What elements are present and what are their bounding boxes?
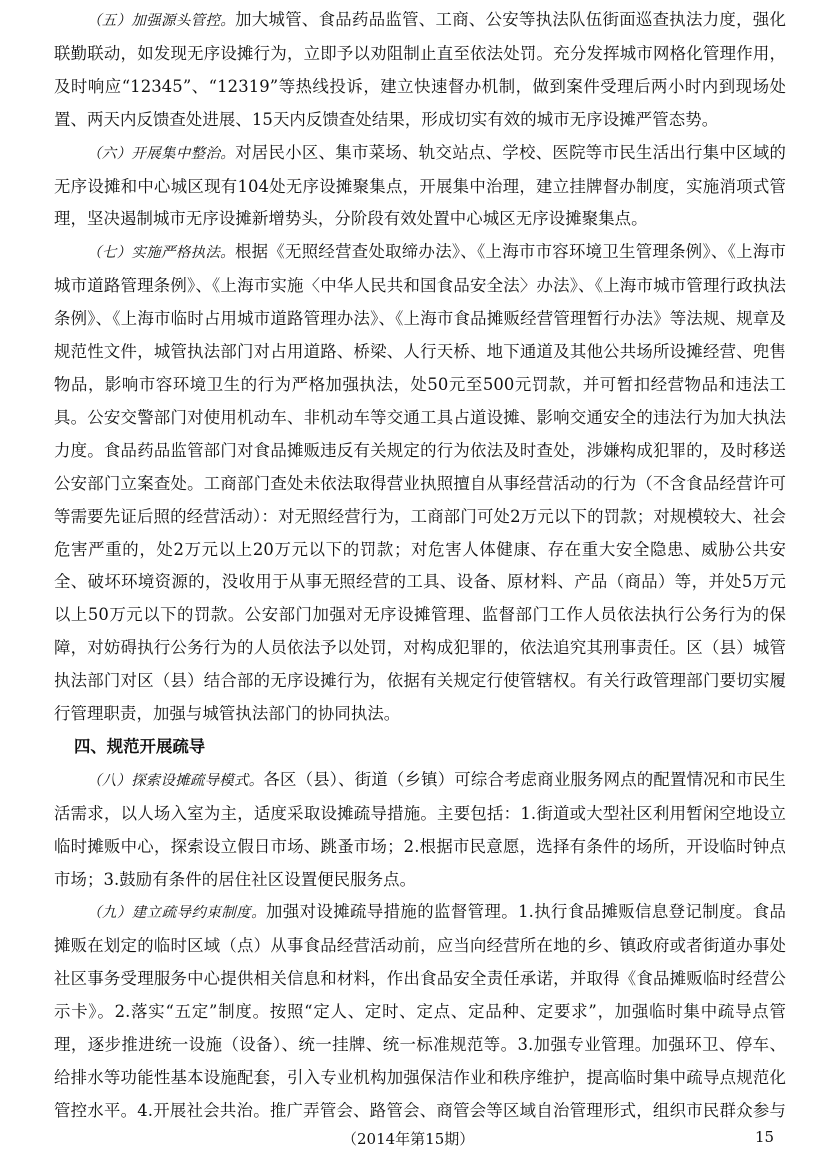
- page-footer: [0, 1128, 827, 1158]
- paragraph-text: 对居民小区、集市菜场、轨交站点、学校、医院等市民生活出行集中区域的无序设摊和中心城区现有104处无序设摊聚集点，开展集中治理，建立挂牌督办制度，实施消项式管理，坚决遏制城市无序设摊新增势头，分阶段有效处置中心城区无序设摊聚集点。: [54, 142, 786, 229]
- paragraph-lead: （五）加强源头管控。: [87, 13, 236, 29]
- page-number: 15: [755, 1128, 775, 1146]
- issue-label: （2014年第15期）: [342, 1130, 475, 1148]
- paragraph-lead: （九）建立疏导约束制度。: [87, 905, 266, 922]
- paragraph-lead: （七）实施严格执法。: [87, 245, 235, 262]
- paragraph-text: 加大城管、食品药品监管、工商、公安等执法队伍街面巡查执法力度，强化联勤联动，如发现无序设摊行为，立即予以劝阻制止直至依法处罚。充分发挥城市网格化管理作用，及时响应“12345”、“12319”等热线投诉，建立快速督办机制，做到案件受理后两小时内到现场处置、两天内反馈查处进展、15天内反馈查处结果，形成切实有效的城市无序设摊严管态势。: [54, 10, 786, 129]
- paragraph-5: [54, 4, 786, 137]
- section-heading: 四、规范开展疏导: [74, 736, 206, 756]
- paragraph-6: [54, 137, 786, 237]
- paragraph-text: 加强对设摊疏导措施的监督管理。1.执行食品摊贩信息登记制度。食品摊贩在划定的临时区域（点）从事食品经营活动前，应当向经营所在地的乡、镇政府或者街道办事处社区事务受理服务中心提供相关信息和材料，作出食品安全责任承诺，并取得《食品摊贩临时经营公示卡》。2.落实“五定”制度。按照“定人、定时、定点、定品种、定要求”，加强临时集中疏导点管理，逐步推进统一设施（设备）、统一挂牌、统一标准规范等。3.加强专业管理。加强环卫、停车、给排水等功能性基本设施配套，引入专业机构加强保洁作业和秩序维护，提高临时集中疏导点规范化管控水平。4.开展社会共治。推广弄管会、路管会、商管会等区域自治管理形式，组织市民群众参与: [54, 902, 786, 1120]
- paragraph-text: 根据《无照经营查处取缔办法》、《上海市市容环境卫生管理条例》、《上海市城市道路管理条例》、《上海市实施〈中华人民共和国食品安全法〉办法》、《上海市城市管理行政执法条例》、《上海市临时占用城市道路管理办法》、《上海市食品摊贩经营管理暂行办法》等法规、规章及规范性文件，城管执法部门对占用道路、桥梁、人行天桥、地下通道及其他公共场所设摊经营、兜售物品，影响市容环境卫生的行为严格加强执法，处50元至500元罚款，并可暂扣经营物品和违法工具。公安交警部门对使用机动车、非机动车等交通工具占道设摊、影响交通安全的违法行为加大执法力度。食品药品监管部门对食品摊贩违反有关规定的行为依法及时查处，涉嫌构成犯罪的，及时移送公安部门立案查处。工商部门查处未依法取得营业执照擅自从事经营活动的行为（不含食品经营许可等需要先证后照的经营活动）：对无照经营行为，工商部门可处2万元以下的罚款；对规模较大、社会危害严重的，处2万元以上20万元以下的罚款；对危害人体健康、存在重大安全隐患、威胁公共安全、破坏环境资源的，没收用于从事无照经营的工具、设备、原材料、产品（商品）等，并处5万元以上50万元以下的罚款。公安部门加强对无序设摊管理、监督部门工作人员依法执行公务行为的保障，对妨碍执行公务行为的人员依法予以处罚，对构成犯罪的，依法追究其刑事责任。区（县）城管执法部门对区（县）结合部的无序设摊行为，依据有关规定行使管辖权。有关行政管理部门要切实履行管理职责，加强与城管执法部门的协同执法。: [54, 242, 786, 724]
- paragraph-7: [54, 236, 786, 731]
- paragraph-lead: （八）探索设摊疏导模式。: [87, 772, 264, 789]
- paragraph-9: [54, 896, 786, 1124]
- paragraph-text: 各区（县）、街道（乡镇）可综合考虑商业服务网点的配置情况和市民生活需求，以人场入室为主，适度采取设摊疏导措施。主要包括：1.街道或大型社区利用暂闲空地设立临时摊贩中心，探索设立假日市场、跳蚤市场；2.根据市民意愿，选择有条件的场所，开设临时钟点市场；3.鼓励有条件的居住社区设置便民服务点。: [54, 769, 786, 889]
- document-body: [54, 4, 786, 1124]
- paragraph-lead: （六）开展集中整治。: [87, 145, 236, 162]
- paragraph-8: [54, 764, 786, 897]
